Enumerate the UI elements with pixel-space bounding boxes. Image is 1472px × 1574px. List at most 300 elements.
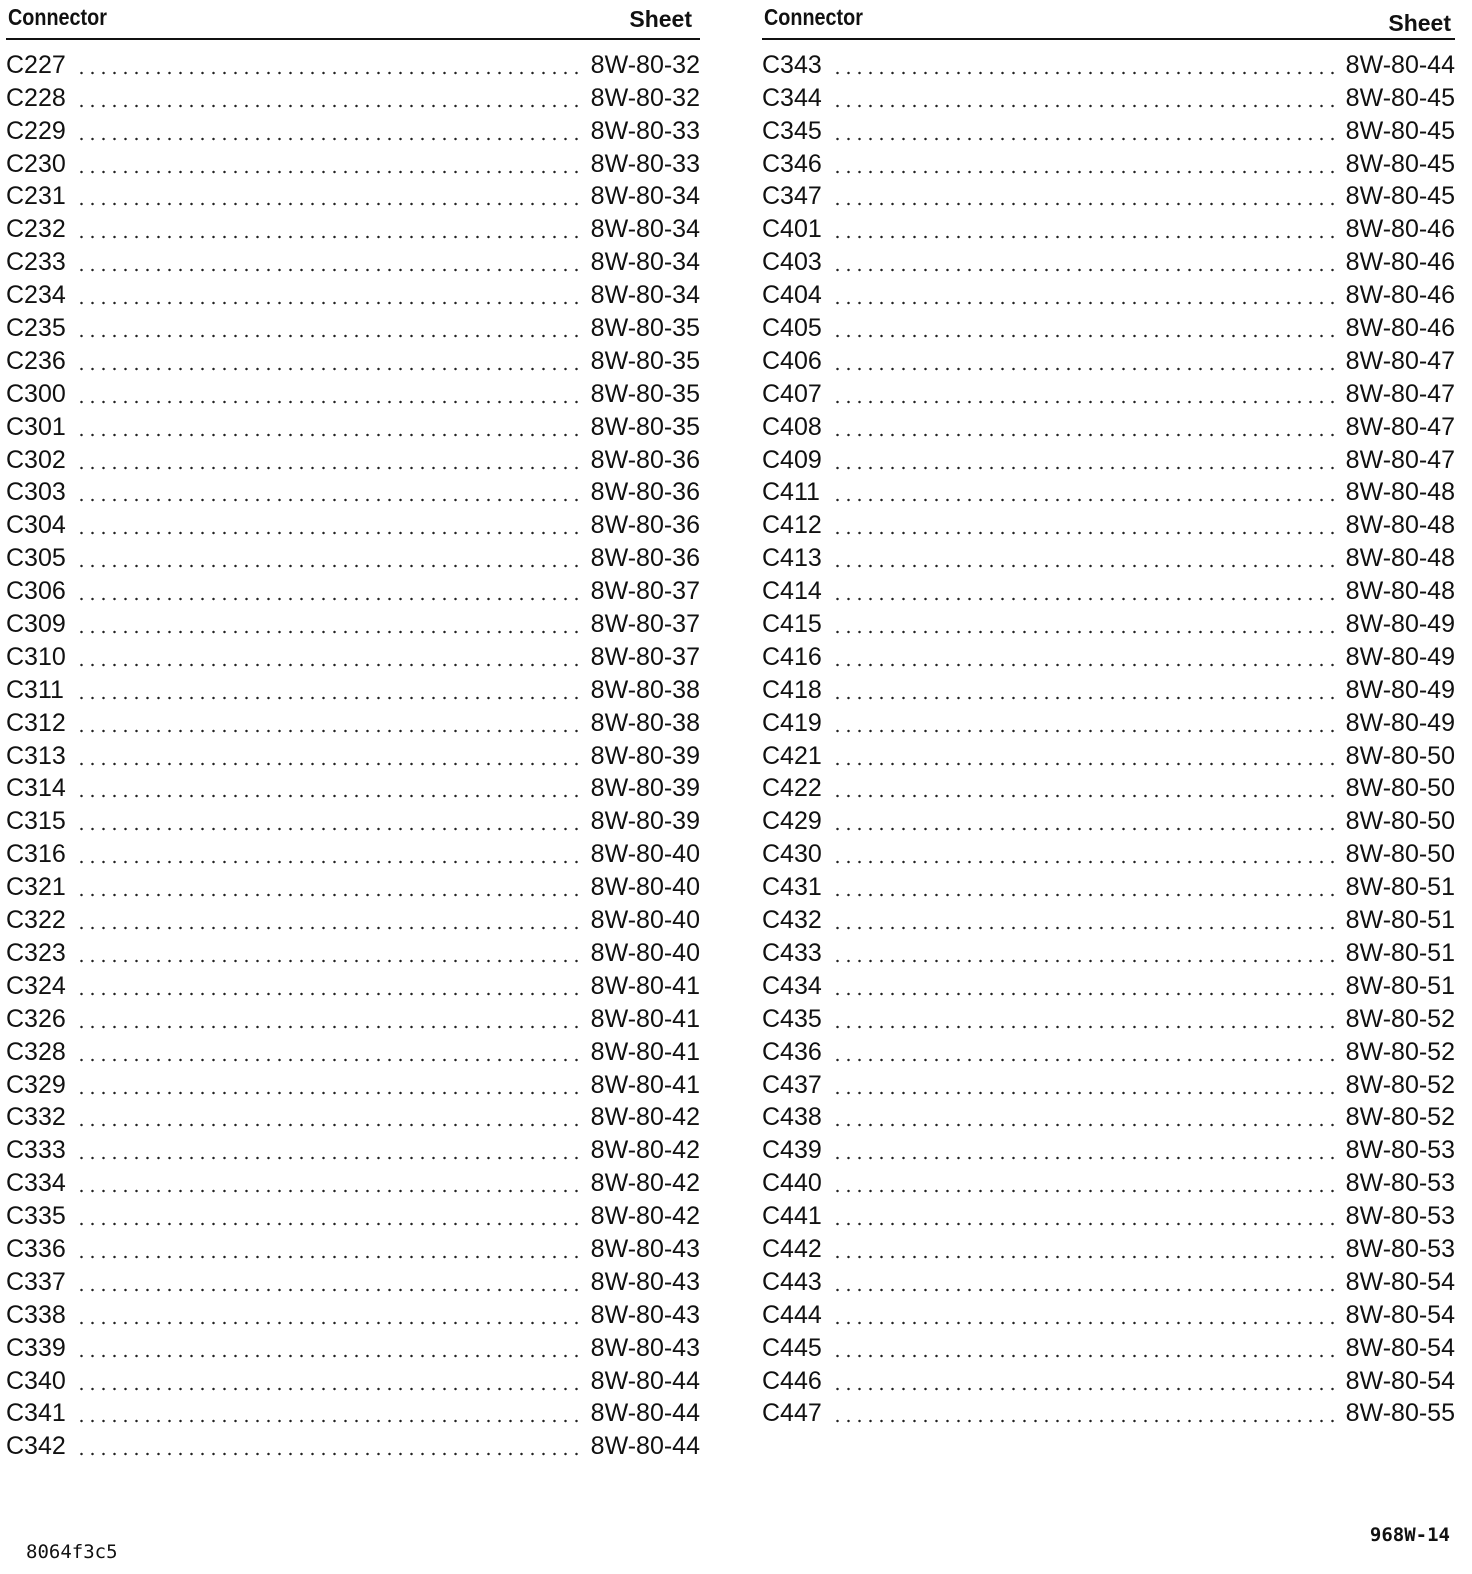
- index-row: [6, 604, 700, 637]
- sheet-reference: 8W-80-41: [590, 1037, 700, 1066]
- dot-leader: [832, 301, 1340, 305]
- connector-id: C236: [6, 346, 66, 375]
- index-row: [6, 505, 700, 538]
- index-row: [762, 45, 1455, 78]
- sheet-reference: 8W-80-36: [590, 511, 700, 540]
- sheet-reference: 8W-80-33: [590, 116, 700, 145]
- connector-id: C403: [762, 248, 822, 277]
- index-row: [6, 473, 700, 506]
- index-row: [6, 999, 700, 1032]
- connector-id: C429: [762, 807, 822, 836]
- index-row: [6, 144, 700, 177]
- dot-leader: [76, 893, 585, 897]
- index-row: [6, 703, 700, 736]
- dot-leader: [76, 959, 585, 963]
- dot-leader: [76, 104, 585, 108]
- dot-leader: [76, 696, 585, 700]
- index-row: [762, 867, 1455, 900]
- index-row: [762, 308, 1455, 341]
- index-row: [6, 736, 700, 769]
- index-row: [6, 1229, 700, 1262]
- connector-id: C232: [6, 215, 66, 244]
- dot-leader: [832, 1321, 1340, 1325]
- connector-id: C407: [762, 379, 822, 408]
- connector-id: C311: [6, 675, 64, 704]
- dot-leader: [76, 170, 585, 174]
- connector-column-heading: Connector: [764, 4, 863, 30]
- index-row: [6, 834, 700, 867]
- connector-id: C447: [762, 1399, 822, 1428]
- connector-id: C442: [762, 1234, 822, 1263]
- sheet-reference: 8W-80-44: [590, 1399, 700, 1428]
- sheet-reference: 8W-80-36: [590, 544, 700, 573]
- right-index-column: [762, 0, 1455, 1426]
- index-row: [762, 769, 1455, 802]
- index-row: [762, 374, 1455, 407]
- index-row: [6, 209, 700, 242]
- dot-leader: [76, 137, 585, 141]
- sheet-reference: 8W-80-34: [590, 182, 700, 211]
- sheet-reference: 8W-80-53: [1345, 1136, 1455, 1165]
- sheet-reference: 8W-80-48: [1345, 577, 1455, 606]
- connector-id: C329: [6, 1070, 66, 1099]
- footer-page-number: 968W-14: [1369, 1524, 1450, 1546]
- sheet-reference: 8W-80-50: [1345, 741, 1455, 770]
- connector-id: C435: [762, 1004, 822, 1033]
- sheet-reference: 8W-80-44: [590, 1432, 700, 1461]
- connector-id: C312: [6, 708, 66, 737]
- sheet-reference: 8W-80-49: [1345, 642, 1455, 671]
- sheet-reference: 8W-80-44: [590, 1366, 700, 1395]
- index-row: [6, 1065, 700, 1098]
- dot-leader: [76, 992, 585, 996]
- dot-leader: [832, 1156, 1340, 1160]
- index-row: [762, 440, 1455, 473]
- connector-id: C324: [6, 971, 66, 1000]
- sheet-reference: 8W-80-36: [590, 445, 700, 474]
- connector-id: C430: [762, 840, 822, 869]
- dot-leader: [832, 1189, 1340, 1193]
- connector-id: C300: [6, 379, 66, 408]
- dot-leader: [832, 860, 1340, 864]
- connector-id: C414: [762, 577, 822, 606]
- connector-id: C302: [6, 445, 66, 474]
- dot-leader: [832, 466, 1340, 470]
- dot-leader: [76, 1025, 585, 1029]
- dot-leader: [832, 1354, 1340, 1358]
- index-row: [6, 801, 700, 834]
- index-row: [762, 571, 1455, 604]
- connector-id: C406: [762, 346, 822, 375]
- index-row: [6, 900, 700, 933]
- index-row: [762, 1361, 1455, 1394]
- dot-leader: [832, 137, 1340, 141]
- sheet-reference: 8W-80-40: [590, 906, 700, 935]
- connector-id: C346: [762, 149, 822, 178]
- connector-id: C322: [6, 906, 66, 935]
- index-row: [6, 1426, 700, 1459]
- sheet-reference: 8W-80-35: [590, 346, 700, 375]
- dot-leader: [832, 564, 1340, 568]
- index-row: [6, 242, 700, 275]
- sheet-reference: 8W-80-36: [590, 478, 700, 507]
- sheet-reference: 8W-80-32: [590, 83, 700, 112]
- sheet-reference: 8W-80-52: [1345, 1004, 1455, 1033]
- connector-id: C306: [6, 577, 66, 606]
- sheet-reference: 8W-80-47: [1345, 445, 1455, 474]
- connector-id: C413: [762, 544, 822, 573]
- sheet-reference: 8W-80-33: [590, 149, 700, 178]
- connector-id: C321: [6, 873, 66, 902]
- dot-leader: [76, 1419, 585, 1423]
- index-row: [762, 670, 1455, 703]
- dot-leader: [832, 959, 1340, 963]
- sheet-reference: 8W-80-34: [590, 281, 700, 310]
- connector-id: C228: [6, 83, 66, 112]
- sheet-reference: 8W-80-50: [1345, 807, 1455, 836]
- connector-id: C341: [6, 1399, 66, 1428]
- connector-id: C401: [762, 215, 822, 244]
- index-row: [762, 637, 1455, 670]
- connector-id: C412: [762, 511, 822, 540]
- sheet-reference: 8W-80-46: [1345, 248, 1455, 277]
- dot-leader: [76, 663, 585, 667]
- dot-leader: [832, 104, 1340, 108]
- connector-id: C411: [762, 478, 820, 507]
- dot-leader: [76, 1156, 585, 1160]
- index-row: [6, 1361, 700, 1394]
- left-row-list: [6, 45, 700, 1459]
- connector-id: C440: [762, 1169, 822, 1198]
- index-row: [762, 604, 1455, 637]
- connector-id: C326: [6, 1004, 66, 1033]
- index-row: [762, 144, 1455, 177]
- sheet-reference: 8W-80-48: [1345, 511, 1455, 540]
- index-row: [6, 407, 700, 440]
- sheet-reference: 8W-80-37: [590, 610, 700, 639]
- dot-leader: [76, 235, 585, 239]
- connector-id: C344: [762, 83, 822, 112]
- connector-id: C227: [6, 50, 66, 79]
- sheet-reference: 8W-80-53: [1345, 1169, 1455, 1198]
- sheet-column-heading: Sheet: [629, 6, 692, 32]
- sheet-reference: 8W-80-49: [1345, 708, 1455, 737]
- sheet-reference: 8W-80-46: [1345, 314, 1455, 343]
- sheet-reference: 8W-80-37: [590, 642, 700, 671]
- index-row: [6, 1394, 700, 1427]
- index-row: [762, 1163, 1455, 1196]
- connector-id: C416: [762, 642, 822, 671]
- sheet-reference: 8W-80-38: [590, 708, 700, 737]
- connector-id: C339: [6, 1333, 66, 1362]
- index-row: [6, 177, 700, 210]
- sheet-reference: 8W-80-47: [1345, 412, 1455, 441]
- sheet-reference: 8W-80-40: [590, 938, 700, 967]
- dot-leader: [832, 1091, 1340, 1095]
- sheet-reference: 8W-80-32: [590, 50, 700, 79]
- index-row: [762, 78, 1455, 111]
- sheet-reference: 8W-80-49: [1345, 610, 1455, 639]
- connector-id: C309: [6, 610, 66, 639]
- index-row: [6, 966, 700, 999]
- dot-leader: [832, 1419, 1340, 1423]
- dot-leader: [76, 1387, 585, 1391]
- dot-leader: [832, 1255, 1340, 1259]
- sheet-reference: 8W-80-43: [590, 1333, 700, 1362]
- dot-leader: [76, 1255, 585, 1259]
- sheet-reference: 8W-80-48: [1345, 478, 1455, 507]
- dot-leader: [76, 827, 585, 831]
- dot-leader: [76, 1222, 585, 1226]
- sheet-reference: 8W-80-52: [1345, 1037, 1455, 1066]
- dot-leader: [832, 202, 1340, 206]
- index-row: [762, 1032, 1455, 1065]
- dot-leader: [76, 564, 585, 568]
- index-row: [762, 900, 1455, 933]
- dot-leader: [76, 367, 585, 371]
- connector-id: C310: [6, 642, 66, 671]
- sheet-reference: 8W-80-38: [590, 675, 700, 704]
- sheet-reference: 8W-80-43: [590, 1234, 700, 1263]
- connector-id: C433: [762, 938, 822, 967]
- sheet-reference: 8W-80-47: [1345, 379, 1455, 408]
- connector-id: C409: [762, 445, 822, 474]
- dot-leader: [832, 1387, 1340, 1391]
- connector-id: C439: [762, 1136, 822, 1165]
- sheet-reference: 8W-80-53: [1345, 1202, 1455, 1231]
- connector-id: C421: [762, 741, 822, 770]
- index-row: [6, 440, 700, 473]
- sheet-reference: 8W-80-46: [1345, 215, 1455, 244]
- sheet-reference: 8W-80-39: [590, 774, 700, 803]
- sheet-reference: 8W-80-42: [590, 1136, 700, 1165]
- index-row: [6, 78, 700, 111]
- sheet-reference: 8W-80-42: [590, 1202, 700, 1231]
- index-row: [762, 111, 1455, 144]
- sheet-reference: 8W-80-54: [1345, 1333, 1455, 1362]
- index-row: [762, 1196, 1455, 1229]
- sheet-reference: 8W-80-55: [1345, 1399, 1455, 1428]
- connector-id: C437: [762, 1070, 822, 1099]
- connector-id: C445: [762, 1333, 822, 1362]
- sheet-reference: 8W-80-52: [1345, 1070, 1455, 1099]
- connector-id: C422: [762, 774, 822, 803]
- index-row: [6, 1163, 700, 1196]
- dot-leader: [832, 367, 1340, 371]
- sheet-reference: 8W-80-37: [590, 577, 700, 606]
- dot-leader: [76, 729, 585, 733]
- dot-leader: [832, 893, 1340, 897]
- index-row: [6, 769, 700, 802]
- index-row: [762, 341, 1455, 374]
- dot-leader: [76, 1288, 585, 1292]
- index-row: [762, 999, 1455, 1032]
- connector-id: C234: [6, 281, 66, 310]
- index-row: [762, 177, 1455, 210]
- connector-id: C347: [762, 182, 822, 211]
- dot-leader: [76, 498, 585, 502]
- dot-leader: [76, 794, 585, 798]
- dot-leader: [832, 597, 1340, 601]
- dot-leader: [76, 433, 585, 437]
- index-row: [6, 1130, 700, 1163]
- sheet-reference: 8W-80-51: [1345, 938, 1455, 967]
- dot-leader: [832, 334, 1340, 338]
- sheet-reference: 8W-80-45: [1345, 116, 1455, 145]
- connector-id: C303: [6, 478, 66, 507]
- sheet-reference: 8W-80-34: [590, 248, 700, 277]
- index-row: [6, 111, 700, 144]
- dot-leader: [832, 433, 1340, 437]
- index-row: [762, 801, 1455, 834]
- dot-leader: [76, 1189, 585, 1193]
- dot-leader: [76, 926, 585, 930]
- connector-id: C342: [6, 1432, 66, 1461]
- connector-id: C332: [6, 1103, 66, 1132]
- connector-id: C335: [6, 1202, 66, 1231]
- index-row: [762, 1328, 1455, 1361]
- dot-leader: [76, 400, 585, 404]
- connector-id: C340: [6, 1366, 66, 1395]
- index-row: [6, 1328, 700, 1361]
- dot-leader: [832, 992, 1340, 996]
- connector-id: C231: [6, 182, 66, 211]
- dot-leader: [76, 202, 585, 206]
- sheet-reference: 8W-80-47: [1345, 346, 1455, 375]
- dot-leader: [832, 762, 1340, 766]
- connector-id: C334: [6, 1169, 66, 1198]
- connector-id: C305: [6, 544, 66, 573]
- index-row: [6, 1098, 700, 1131]
- connector-id: C328: [6, 1037, 66, 1066]
- sheet-reference: 8W-80-42: [590, 1103, 700, 1132]
- connector-id: C405: [762, 314, 822, 343]
- index-row: [6, 670, 700, 703]
- index-row: [6, 1262, 700, 1295]
- dot-leader: [832, 170, 1340, 174]
- index-row: [762, 538, 1455, 571]
- sheet-reference: 8W-80-35: [590, 314, 700, 343]
- connector-id: C431: [762, 873, 822, 902]
- connector-id: C336: [6, 1234, 66, 1263]
- left-column-header: [6, 0, 700, 40]
- index-row: [6, 45, 700, 78]
- dot-leader: [76, 301, 585, 305]
- connector-id: C338: [6, 1300, 66, 1329]
- index-row: [762, 1098, 1455, 1131]
- dot-leader: [832, 696, 1340, 700]
- dot-leader: [832, 827, 1340, 831]
- dot-leader: [76, 1058, 585, 1062]
- index-row: [6, 275, 700, 308]
- dot-leader: [76, 1123, 585, 1127]
- connector-id: C235: [6, 314, 66, 343]
- dot-leader: [832, 1025, 1340, 1029]
- sheet-reference: 8W-80-54: [1345, 1267, 1455, 1296]
- sheet-reference: 8W-80-45: [1345, 149, 1455, 178]
- index-row: [762, 1229, 1455, 1262]
- index-row: [762, 1295, 1455, 1328]
- index-row: [762, 736, 1455, 769]
- connector-id: C438: [762, 1103, 822, 1132]
- sheet-reference: 8W-80-51: [1345, 873, 1455, 902]
- connector-id: C434: [762, 971, 822, 1000]
- left-index-column: [6, 0, 700, 1459]
- index-row: [762, 209, 1455, 242]
- dot-leader: [76, 531, 585, 535]
- connector-id: C230: [6, 149, 66, 178]
- dot-leader: [832, 630, 1340, 634]
- sheet-reference: 8W-80-45: [1345, 83, 1455, 112]
- connector-id: C304: [6, 511, 66, 540]
- dot-leader: [76, 71, 585, 75]
- dot-leader: [76, 1091, 585, 1095]
- sheet-column-heading: Sheet: [1388, 10, 1451, 36]
- dot-leader: [832, 400, 1340, 404]
- sheet-reference: 8W-80-50: [1345, 840, 1455, 869]
- connector-id: C345: [762, 116, 822, 145]
- connector-id: C408: [762, 412, 822, 441]
- sheet-reference: 8W-80-40: [590, 873, 700, 902]
- dot-leader: [76, 268, 585, 272]
- connector-id: C443: [762, 1267, 822, 1296]
- right-column-header: [762, 0, 1455, 40]
- dot-leader: [76, 860, 585, 864]
- sheet-reference: 8W-80-45: [1345, 182, 1455, 211]
- sheet-reference: 8W-80-50: [1345, 774, 1455, 803]
- connector-id: C301: [6, 412, 66, 441]
- sheet-reference: 8W-80-41: [590, 971, 700, 1000]
- index-row: [6, 308, 700, 341]
- dot-leader: [832, 1058, 1340, 1062]
- dot-leader: [832, 1288, 1340, 1292]
- index-row: [762, 1130, 1455, 1163]
- sheet-reference: 8W-80-53: [1345, 1234, 1455, 1263]
- sheet-reference: 8W-80-46: [1345, 281, 1455, 310]
- sheet-reference: 8W-80-52: [1345, 1103, 1455, 1132]
- connector-id: C314: [6, 774, 66, 803]
- dot-leader: [76, 1452, 585, 1456]
- dot-leader: [832, 1222, 1340, 1226]
- connector-id: C313: [6, 741, 66, 770]
- sheet-reference: 8W-80-48: [1345, 544, 1455, 573]
- index-row: [762, 275, 1455, 308]
- connector-id: C233: [6, 248, 66, 277]
- sheet-reference: 8W-80-40: [590, 840, 700, 869]
- index-row: [762, 473, 1455, 506]
- sheet-reference: 8W-80-41: [590, 1070, 700, 1099]
- index-row: [6, 341, 700, 374]
- dot-leader: [76, 1354, 585, 1358]
- index-row: [6, 571, 700, 604]
- sheet-reference: 8W-80-49: [1345, 675, 1455, 704]
- dot-leader: [76, 597, 585, 601]
- dot-leader: [832, 531, 1340, 535]
- index-row: [6, 374, 700, 407]
- sheet-reference: 8W-80-51: [1345, 971, 1455, 1000]
- sheet-reference: 8W-80-42: [590, 1169, 700, 1198]
- dot-leader: [832, 926, 1340, 930]
- connector-id: C436: [762, 1037, 822, 1066]
- index-row: [6, 1032, 700, 1065]
- dot-leader: [832, 268, 1340, 272]
- index-row: [762, 933, 1455, 966]
- dot-leader: [76, 466, 585, 470]
- index-row: [762, 407, 1455, 440]
- dot-leader: [76, 1321, 585, 1325]
- sheet-reference: 8W-80-43: [590, 1267, 700, 1296]
- footer-document-code: 8064f3c5: [26, 1541, 118, 1563]
